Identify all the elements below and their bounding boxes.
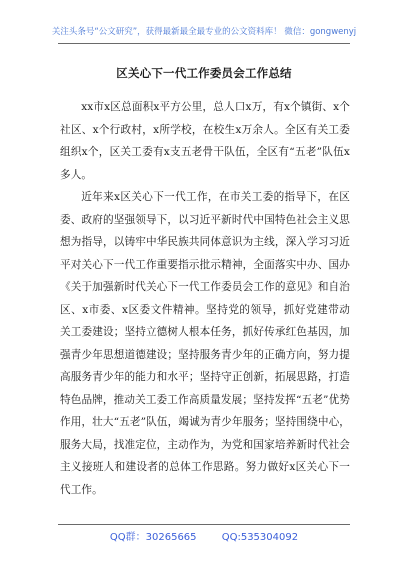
bottom-divider: [58, 524, 350, 525]
footer-qq-group: QQ群：30265665: [109, 532, 197, 543]
footer-contact: [0, 528, 408, 543]
top-banner: 关注头条号“公文研究”，获得最新最全最专业的公文资料库！ 微信：gongwenyj: [51, 27, 357, 37]
top-divider: [58, 43, 350, 44]
paragraph-work-summary: 近年来x区关心下一代工作，在市关工委的指导下，在区委、政府的坚强领导下，以习近平新时代中国特色社会主义思想为指导，以铸牢中华民族共同体意识为主线，深入学习习近平对关心下一代工作重要指示批示精神，全面落实中办、国办《关于加强新时代关心下一代工作委员会工作的意见》和自治区、x市委、x区委文件精神。坚持党的领导，抓好党建带动关工委建设；坚持立德树人根本任务，抓好传承红色基因，加强青少年思想道德建设；坚持服务青少年的正确方向，努力提高服务青少年的能力和水平；坚持守正创新，拓展思路，打造特色品牌，推动关工委工作高质量发展；坚持发挥“五老”优势作用，壮大“五老”队伍，竭诚为青少年服务；坚持围绕中心，服务大局，找准定位，主动作为，为党和国家培养新时代社会主义接班人和建设者的总体工作思路。努力做好x区关心下一代工作。: [60, 191, 350, 496]
paragraph-overview: xx市x区总面积x平方公里，总人口x万，有x个镇街、x个社区、x个行政村，x所学校，在校生x万余人。全区有关工委组织x个，区关工委有x支五老骨干队伍，全区有“五老”队伍x多人。: [60, 101, 350, 181]
document-title: 区关心下一代工作委员会工作总结: [116, 66, 292, 80]
footer-qq-number: QQ:535304092: [221, 532, 299, 543]
